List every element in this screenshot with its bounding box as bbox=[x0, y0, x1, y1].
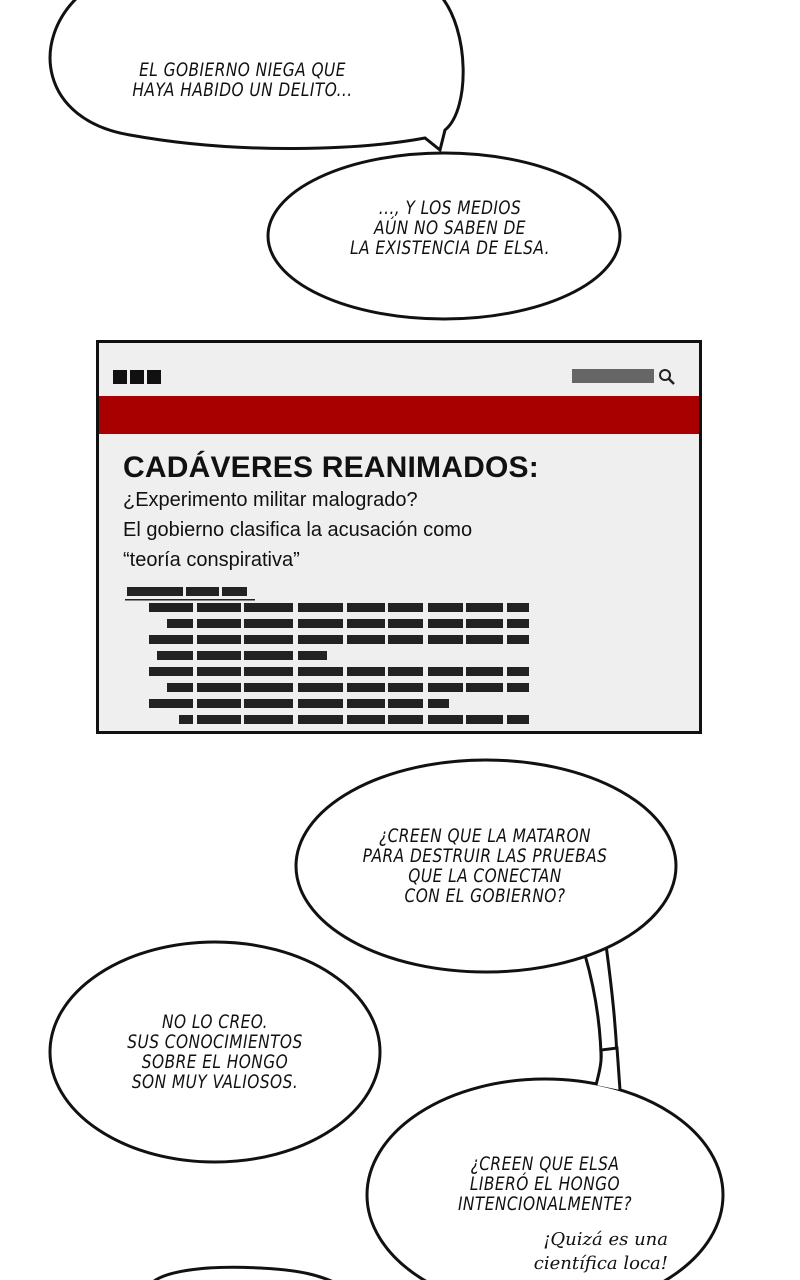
article-body-placeholder bbox=[123, 583, 543, 733]
search-input[interactable] bbox=[572, 369, 654, 383]
news-headline: CADÁVERES REANIMADOS: bbox=[123, 451, 539, 484]
magnifier-icon[interactable] bbox=[658, 368, 676, 386]
speech-bubble-6-partial bbox=[150, 1267, 340, 1280]
bubble-5-aside: ¡Quizá es una científica loca! bbox=[533, 1229, 668, 1274]
news-subtitle-3: “teoría conspirativa” bbox=[123, 549, 300, 571]
news-subtitle-1: ¿Experimento militar malogrado? bbox=[123, 489, 418, 511]
bubble-2-text: ..., Y LOS MEDIOS AÚN NO SABEN DE LA EXISTENCIA DE ELSA. bbox=[350, 197, 550, 259]
bubble-5-text: ¿CREEN QUE ELSA LIBERÓ EL HONGO INTENCIONALMENTE? bbox=[457, 1153, 633, 1215]
bubble-4-text: NO LO CREO. SUS CONOCIMIENTOS SOBRE EL HONGO SON MUY VALIOSOS. bbox=[127, 1011, 303, 1093]
header-bar bbox=[99, 396, 699, 434]
bubble-3-text: ¿CREEN QUE LA MATARON PARA DESTRUIR LAS PRUEBAS QUE LA CONECTAN CON EL GOBIERNO? bbox=[362, 825, 608, 907]
window-controls bbox=[113, 370, 161, 384]
bubble-1-text: EL GOBIERNO NIEGA QUE HAYA HABIDO UN DELITO... bbox=[132, 59, 353, 101]
news-subtitle-2: El gobierno clasifica la acusación como bbox=[123, 519, 473, 541]
news-browser-panel bbox=[96, 340, 702, 734]
